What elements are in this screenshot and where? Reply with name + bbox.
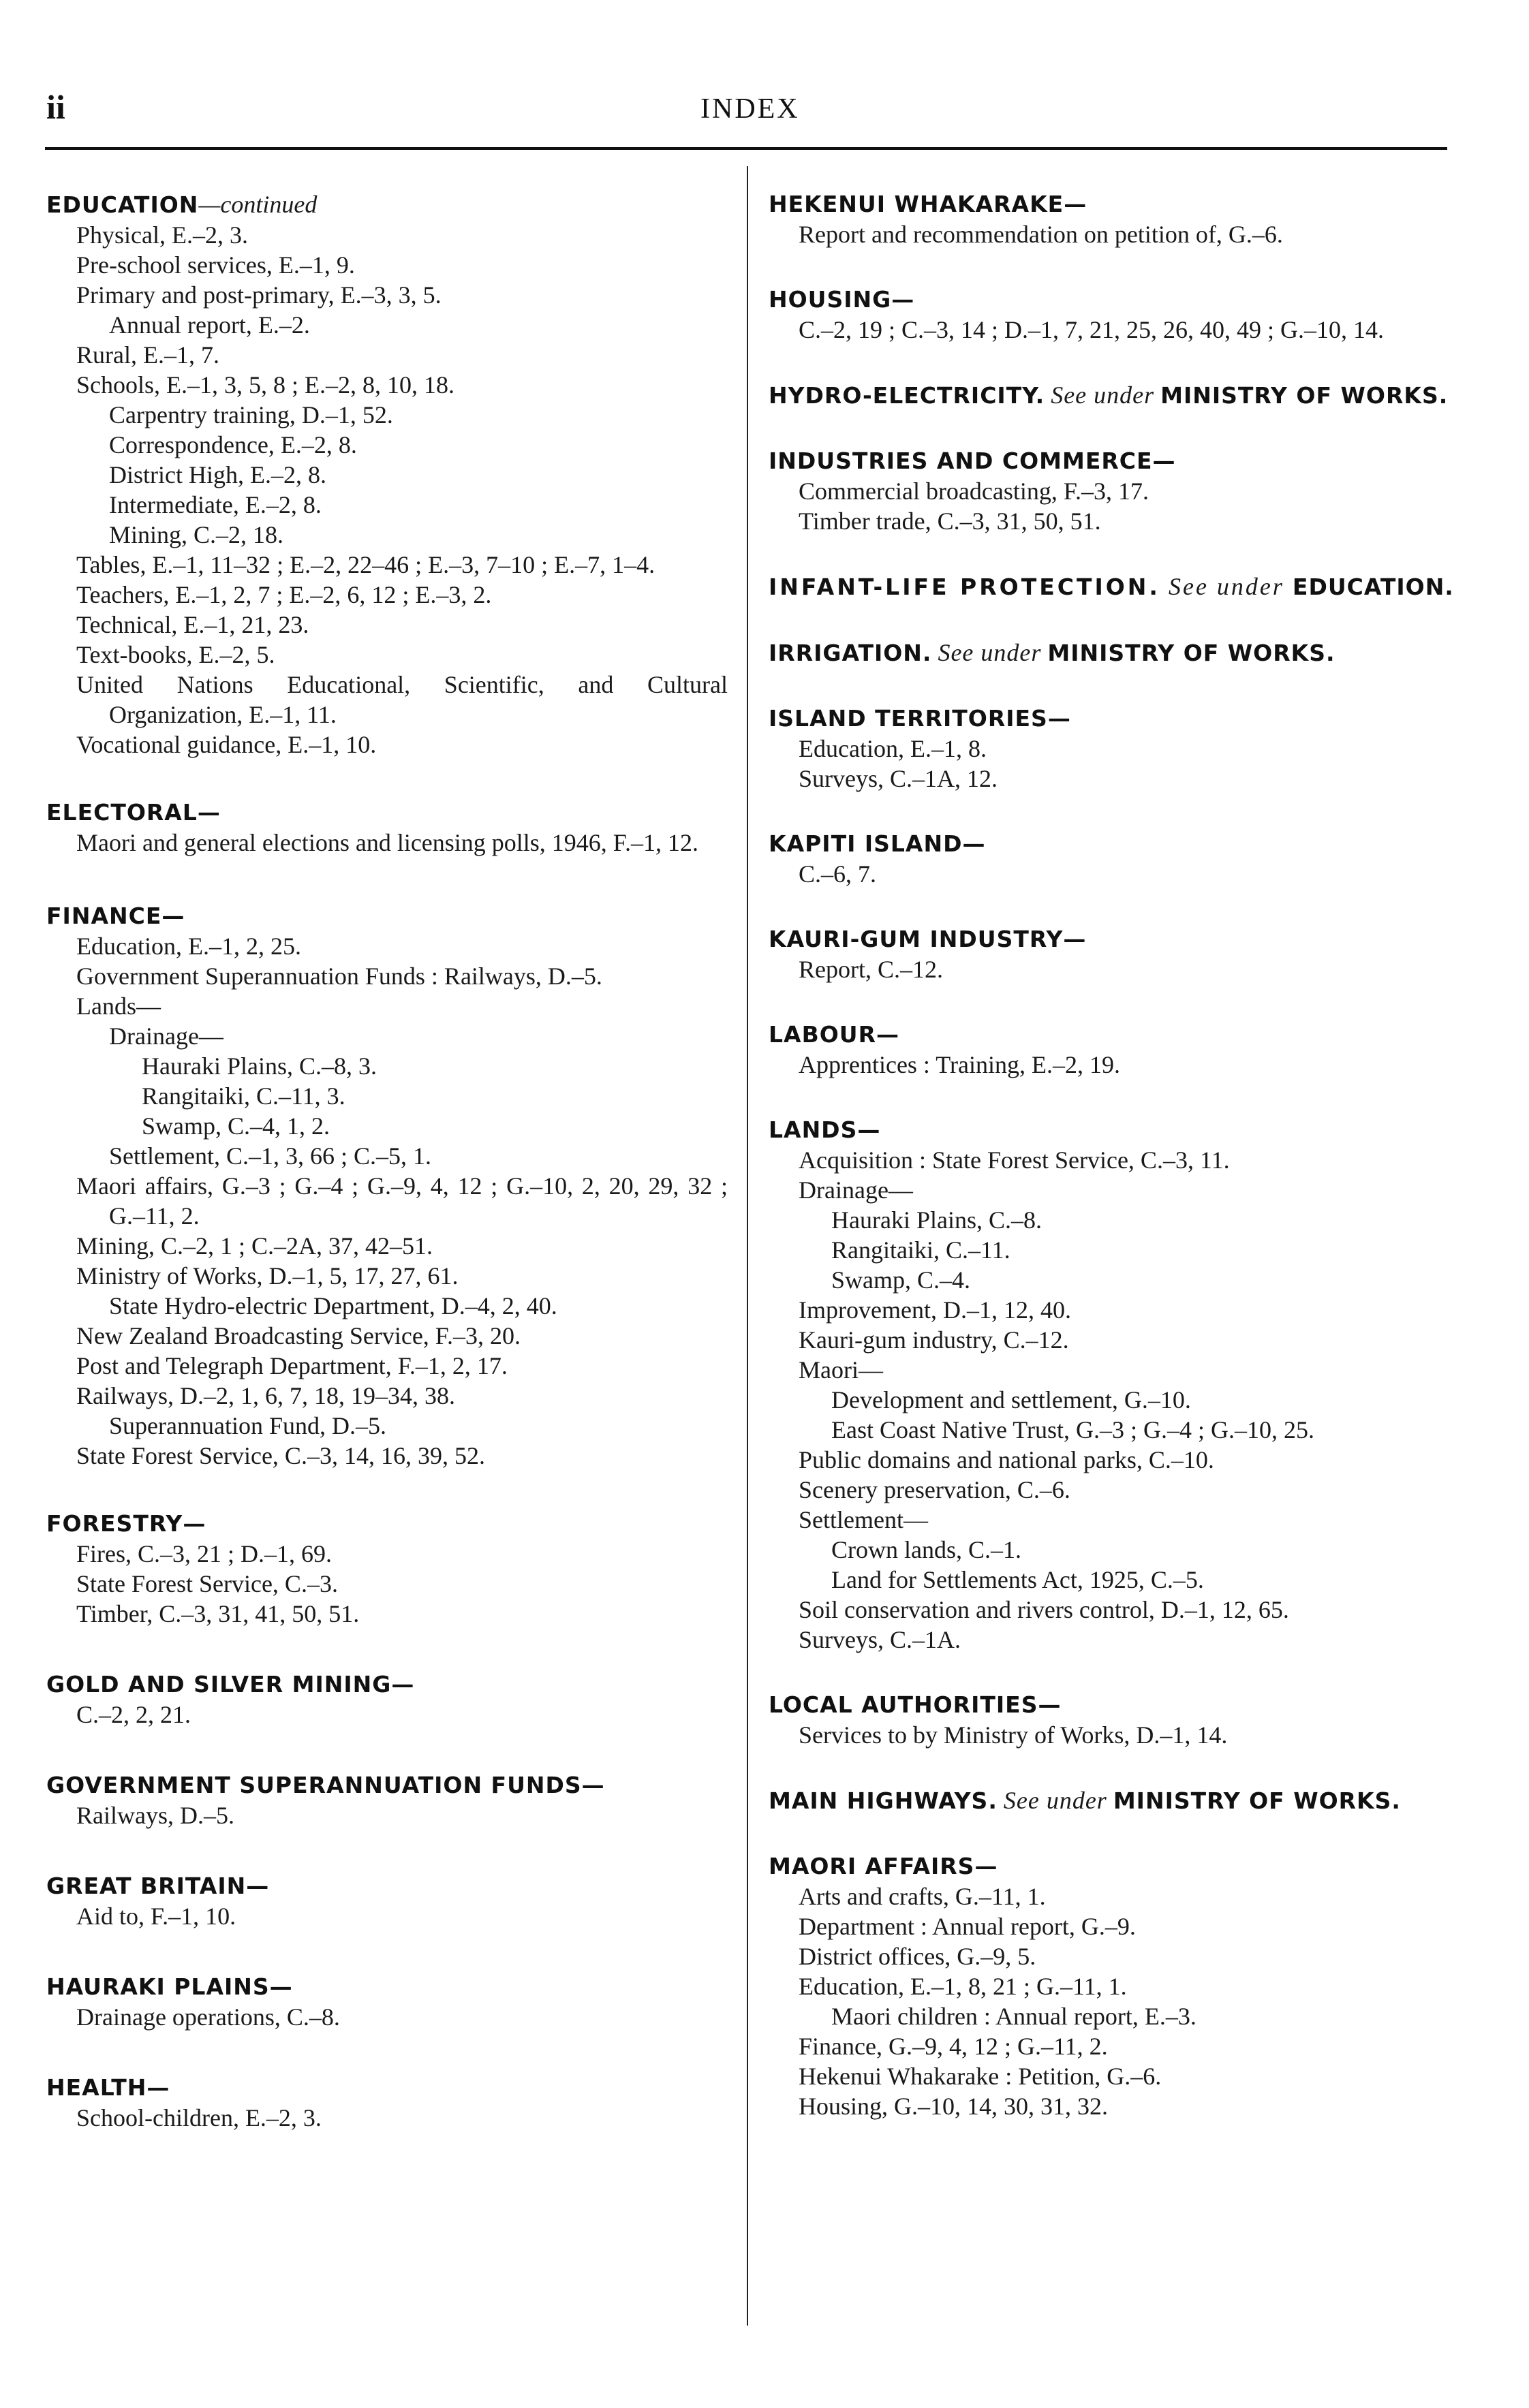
subentry: Lands—	[76, 992, 161, 1020]
see-under: See under	[1168, 573, 1284, 600]
subentry: Teachers, E.–1, 2, 7 ; E.–2, 6, 12 ; E.–3, 2.	[76, 581, 492, 608]
subentry: Improvement, D.–1, 12, 40.	[799, 1296, 1071, 1324]
heading-industries-commerce: INDUSTRIES AND COMMERCE—	[769, 448, 1176, 474]
continued-label: —continued	[198, 191, 318, 218]
subentry: Swamp, C.–4.	[831, 1266, 971, 1294]
entry-industries-commerce	[769, 446, 1457, 536]
subentry: Mining, C.–2, 18.	[109, 521, 284, 548]
subentry: Settlement—	[799, 1506, 928, 1533]
subentry: State Forest Service, C.–3.	[76, 1570, 338, 1597]
subentry: Education, E.–1, 8.	[799, 735, 987, 762]
subentry: Scenery preservation, C.–6.	[799, 1476, 1070, 1503]
heading-kapiti-island: KAPITI ISLAND—	[769, 830, 986, 857]
subentry: Crown lands, C.–1.	[831, 1536, 1021, 1563]
subentry: Intermediate, E.–2, 8.	[109, 491, 322, 518]
left-column	[46, 189, 728, 2174]
heading-local-authorities: LOCAL AUTHORITIES—	[769, 1691, 1062, 1718]
subentry: Rural, E.–1, 7.	[76, 341, 219, 369]
heading-forestry: FORESTRY—	[46, 1510, 206, 1537]
entry-hydro-electricity	[769, 380, 1457, 411]
entry-local-authorities	[769, 1690, 1457, 1750]
subentry: Housing, G.–10, 14, 30, 31, 32.	[799, 2093, 1109, 2120]
subentry: State Hydro-electric Department, D.–4, 2, 40.	[109, 1292, 557, 1319]
heading-health: HEALTH—	[46, 2074, 170, 2101]
subentry: Hauraki Plains, C.–8.	[831, 1206, 1042, 1234]
entry-labour	[769, 1020, 1457, 1080]
subentry: Hauraki Plains, C.–8, 3.	[142, 1052, 377, 1080]
subentry: Ministry of Works, D.–1, 5, 17, 27, 61.	[76, 1262, 459, 1289]
subentry: District offices, G.–9, 5.	[799, 1943, 1036, 1970]
subentry: Timber, C.–3, 31, 41, 50, 51.	[76, 1600, 360, 1627]
see-target: MINISTRY OF WORKS.	[1047, 640, 1335, 666]
heading-government-superannuation: GOVERNMENT SUPERANNUATION FUNDS—	[46, 1772, 605, 1798]
subentry: Railways, D.–5.	[76, 1802, 234, 1829]
subentry: Maori children : Annual report, E.–3.	[831, 2003, 1196, 2030]
see-target: MINISTRY OF WORKS.	[1160, 382, 1449, 409]
subentry: Drainage—	[799, 1176, 913, 1204]
running-title: INDEX	[700, 93, 800, 125]
subentry: C.–2, 19 ; C.–3, 14 ; D.–1, 7, 21, 25, 26, 40, 49 ; G.–10, 14.	[799, 316, 1385, 343]
subentry: Pre-school services, E.–1, 9.	[76, 251, 355, 279]
entry-infant-life	[769, 572, 1457, 602]
subentry: C.–2, 2, 21.	[76, 1701, 191, 1728]
subentry: Text-books, E.–2, 5.	[76, 641, 275, 668]
subentry: Maori and general elections and licensing polls, 1946, F.–1, 12.	[76, 829, 698, 856]
subentry: Apprentices : Training, E.–2, 19.	[799, 1051, 1120, 1078]
subentry: Education, E.–1, 8, 21 ; G.–11, 1.	[799, 1973, 1127, 2000]
subentry: Drainage operations, C.–8.	[76, 2003, 340, 2031]
subentry: Superannuation Fund, D.–5.	[109, 1412, 386, 1439]
heading-education: EDUCATION	[46, 191, 199, 218]
heading-hydro-electricity: HYDRO-ELECTRICITY.	[769, 382, 1045, 409]
subentry: Swamp, C.–4, 1, 2.	[142, 1112, 330, 1140]
subentry: Correspondence, E.–2, 8.	[109, 431, 357, 458]
subentry: Post and Telegraph Department, F.–1, 2, 17.	[76, 1352, 508, 1379]
subentry: Physical, E.–2, 3.	[76, 221, 248, 249]
heading-hekenui-whakarake: HEKENUI WHAKARAKE—	[769, 191, 1087, 217]
subentry: Acquisition : State Forest Service, C.–3, 11.	[799, 1146, 1230, 1174]
see-under: See under	[1051, 381, 1155, 409]
heading-labour: LABOUR—	[769, 1021, 899, 1048]
subentry: Settlement, C.–1, 3, 66 ; C.–5, 1.	[109, 1142, 431, 1170]
heading-gold-mining: GOLD AND SILVER MINING—	[46, 1671, 415, 1698]
entry-irrigation	[769, 638, 1457, 668]
entry-island-territories	[769, 704, 1457, 794]
heading-island-territories: ISLAND TERRITORIES—	[769, 705, 1071, 732]
entry-finance	[46, 901, 728, 1471]
entry-lands	[769, 1115, 1457, 1655]
subentry: Surveys, C.–1A.	[799, 1626, 961, 1653]
subentry: Carpentry training, D.–1, 52.	[109, 401, 393, 428]
heading-kauri-gum: KAURI-GUM INDUSTRY—	[769, 926, 1087, 952]
subentry: Tables, E.–1, 11–32 ; E.–2, 22–46 ; E.–3, 7–10 ; E.–7, 1–4.	[76, 551, 655, 578]
heading-irrigation: IRRIGATION.	[769, 640, 932, 666]
heading-housing: HOUSING—	[769, 286, 915, 313]
entry-electoral	[46, 798, 728, 858]
column-divider	[747, 166, 748, 2326]
subentry: C.–6, 7.	[799, 860, 877, 888]
subentry: Finance, G.–9, 4, 12 ; G.–11, 2.	[799, 2033, 1108, 2060]
subentry: Rangitaiki, C.–11.	[831, 1236, 1010, 1264]
subentry: Annual report, E.–2.	[109, 311, 310, 339]
entry-education	[46, 189, 728, 760]
entry-maori-affairs	[769, 1851, 1457, 2121]
heading-electoral: ELECTORAL—	[46, 799, 221, 826]
subentry: Surveys, C.–1A, 12.	[799, 765, 998, 792]
subentry: Timber trade, C.–3, 31, 50, 51.	[799, 507, 1101, 535]
subentry: Rangitaiki, C.–11, 3.	[142, 1082, 345, 1110]
entry-kapiti-island	[769, 829, 1457, 889]
see-under: See under	[1003, 1787, 1107, 1814]
heading-lands: LANDS—	[769, 1116, 881, 1143]
subentry: Schools, E.–1, 3, 5, 8 ; E.–2, 8, 10, 18.	[76, 371, 454, 398]
subentry: Services to by Ministry of Works, D.–1, 14.	[799, 1721, 1228, 1749]
entry-great-britain	[46, 1871, 728, 1931]
subentry: Department : Annual report, G.–9.	[799, 1913, 1136, 1940]
subentry: Government Superannuation Funds : Railways, D.–5.	[76, 963, 602, 990]
subentry: Development and settlement, G.–10.	[831, 1386, 1191, 1413]
entry-forestry	[46, 1509, 728, 1629]
entry-health	[46, 2073, 728, 2133]
heading-great-britain: GREAT BRITAIN—	[46, 1873, 270, 1899]
entry-kauri-gum	[769, 924, 1457, 984]
subentry: Report and recommendation on petition of, G.–6.	[799, 221, 1283, 248]
heading-finance: FINANCE—	[46, 903, 185, 929]
page-number: ii	[46, 88, 65, 126]
entry-hekenui-whakarake	[769, 189, 1457, 249]
subentry: Kauri-gum industry, C.–12.	[799, 1326, 1069, 1354]
subentry: School-children, E.–2, 3.	[76, 2104, 322, 2131]
subentry: Education, E.–1, 2, 25.	[76, 933, 301, 960]
subentry: Primary and post-primary, E.–3, 3, 5.	[76, 281, 442, 309]
subentry: Technical, E.–1, 21, 23.	[76, 611, 309, 638]
subentry: Fires, C.–3, 21 ; D.–1, 69.	[76, 1540, 333, 1567]
subentry: State Forest Service, C.–3, 14, 16, 39, 52.	[76, 1442, 485, 1469]
subentry: Railways, D.–2, 1, 6, 7, 18, 19–34, 38.	[76, 1382, 455, 1409]
subentry: Public domains and national parks, C.–10.	[799, 1446, 1214, 1473]
entry-main-highways	[769, 1785, 1457, 1816]
subentry: District High, E.–2, 8.	[109, 461, 326, 488]
subentry: Report, C.–12.	[799, 956, 943, 983]
subentry: East Coast Native Trust, G.–3 ; G.–4 ; G.–10, 25.	[831, 1416, 1315, 1443]
see-under: See under	[938, 639, 1042, 666]
heading-hauraki-plains: HAURAKI PLAINS—	[46, 1973, 293, 2000]
subentry: Drainage—	[109, 1022, 223, 1050]
subentry: Arts and crafts, G.–11, 1.	[799, 1883, 1046, 1910]
subentry: Commercial broadcasting, F.–3, 17.	[799, 478, 1149, 505]
subentry: Aid to, F.–1, 10.	[76, 1903, 236, 1930]
right-column	[769, 189, 1457, 2157]
subentry: New Zealand Broadcasting Service, F.–3, 20.	[76, 1322, 521, 1349]
entry-housing	[769, 285, 1457, 345]
entry-hauraki-plains	[46, 1972, 728, 2032]
subentry: Vocational guidance, E.–1, 10.	[76, 731, 377, 758]
header-rule	[45, 147, 1447, 150]
subentry: Hekenui Whakarake : Petition, G.–6.	[799, 2063, 1162, 2090]
subentry: United Nations Educational, Scientific, and Cultural Organization, E.–1, 11.	[76, 671, 728, 728]
subentry: Mining, C.–2, 1 ; C.–2A, 37, 42–51.	[76, 1232, 433, 1260]
heading-maori-affairs: MAORI AFFAIRS—	[769, 1853, 998, 1879]
see-target: EDUCATION.	[1292, 574, 1454, 600]
entry-government-superannuation	[46, 1770, 728, 1830]
subentry: Land for Settlements Act, 1925, C.–5.	[831, 1566, 1204, 1593]
subentry: Soil conservation and rivers control, D.–1, 12, 65.	[799, 1596, 1289, 1623]
see-target: MINISTRY OF WORKS.	[1113, 1787, 1401, 1814]
subentry: Maori—	[799, 1356, 883, 1383]
subentry: Maori affairs, G.–3 ; G.–4 ; G.–9, 4, 12 ; G.–10, 2, 20, 29, 32 ; G.–11, 2.	[76, 1172, 728, 1230]
heading-infant-life: INFANT-LIFE PROTECTION.	[769, 574, 1160, 600]
heading-main-highways: MAIN HIGHWAYS.	[769, 1787, 998, 1814]
entry-gold-mining	[46, 1670, 728, 1730]
